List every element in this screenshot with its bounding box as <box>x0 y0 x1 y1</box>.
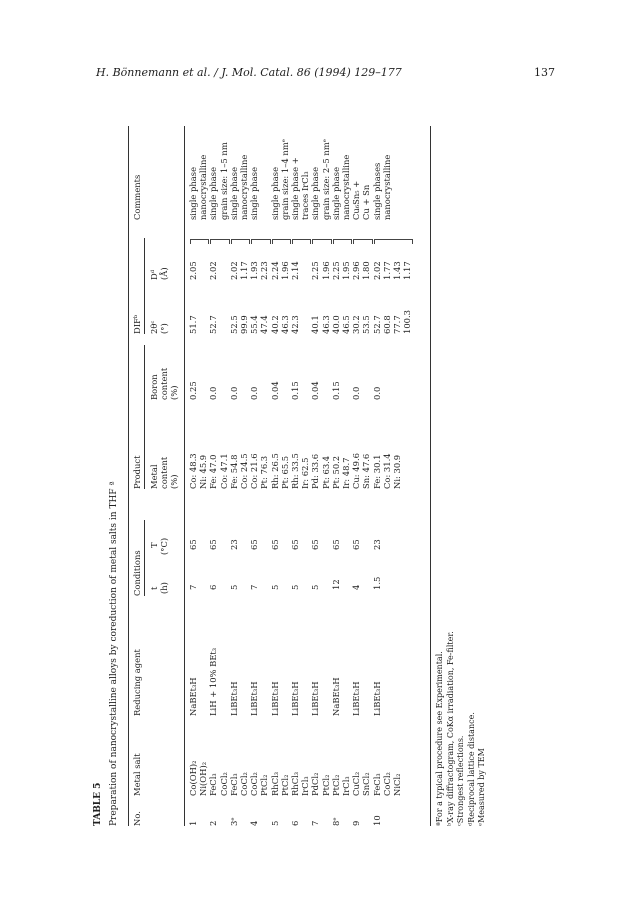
footnote: ᶜStrongest reflections. <box>456 735 465 826</box>
cell-metal-salt: PtCl₂ <box>320 774 331 796</box>
cell-metal-content: Sn: 47.6 <box>361 453 372 489</box>
cell-d-spacing: 1.96 <box>320 261 331 280</box>
cell-metal-content: Co: 21.6 <box>249 453 260 489</box>
cell-metal-content: Cu: 49.6 <box>351 453 362 489</box>
cell-d-spacing: 2.23 <box>259 261 270 280</box>
cell-two-theta: 53.5 <box>361 315 372 334</box>
cell-metal-salt: CoCl₂ <box>218 772 229 796</box>
cell-comment: single phase <box>188 166 198 220</box>
cell-temperature: 65 <box>351 539 362 550</box>
header-conditions: Conditions <box>132 550 142 596</box>
cell-comment: single phase <box>208 166 219 220</box>
cell-two-theta: 42.3 <box>290 315 300 334</box>
cell-metal-content: Fe: 47.0 <box>208 454 219 489</box>
cell-metal-content: Pt: 50.2 <box>330 455 341 489</box>
header-two-theta: 2θᶜ <box>149 320 159 334</box>
cell-metal-content: Fe: 30.1 <box>371 454 382 489</box>
row-brace <box>210 239 229 244</box>
cell-d-spacing: 2.25 <box>310 261 321 280</box>
cell-metal-salt: PtCl₂ <box>330 774 341 796</box>
cell-comment: single phase <box>249 166 260 220</box>
cell-d-spacing: 2.14 <box>290 261 300 280</box>
running-header: H. Bönnemann et al. / J. Mol. Catal. 86 (1994) 129–177 <box>96 66 402 79</box>
footnote: ªFor a typical procedure see Experimental. <box>435 651 444 826</box>
page-number: 137 <box>534 66 555 79</box>
cell-temperature: 65 <box>249 539 260 550</box>
cell-metal-salt: Co(OH)₂ <box>188 760 198 796</box>
cell-temperature: 23 <box>228 539 239 550</box>
cell-metal-content: Ir: 62.5 <box>300 457 311 489</box>
product-rule <box>144 345 145 489</box>
cell-metal-salt: RhCl₃ <box>269 771 280 796</box>
cell-no: 7 <box>310 820 321 826</box>
cell-d-spacing: 2.96 <box>351 261 362 280</box>
cell-time: 6 <box>208 584 219 590</box>
top-rule <box>128 126 129 826</box>
cell-d-spacing: 2.02 <box>228 261 239 280</box>
cell-time: 5 <box>310 584 321 590</box>
rotated-table <box>92 120 512 840</box>
cell-d-spacing: 1.43 <box>392 261 402 280</box>
cell-comment: traces IrCl₃ <box>300 171 311 220</box>
header-boron: Boron <box>149 374 159 400</box>
cell-two-theta: 55.4 <box>249 315 260 334</box>
cell-time: 7 <box>249 584 260 590</box>
cell-metal-salt: IrCl₃ <box>300 776 311 796</box>
cell-two-theta: 46.3 <box>279 315 290 334</box>
cell-two-theta: 99.9 <box>239 315 249 334</box>
header-comments: Comments <box>132 174 142 220</box>
cell-two-theta: 30.2 <box>351 315 362 334</box>
header-product: Product <box>132 455 142 489</box>
cell-d-spacing: 1.93 <box>249 261 260 280</box>
row-brace <box>251 239 270 244</box>
cell-comment: single phase <box>330 166 341 220</box>
cell-time: 7 <box>188 584 198 590</box>
footnote: ᵈReciprocal lattice distance. <box>466 712 476 826</box>
cell-d-spacing: 1.77 <box>381 261 392 280</box>
bottom-rule <box>430 126 431 826</box>
footnote: ᵇX-ray diffractogram, CoKα irradiation, Fe-filter. <box>445 631 455 826</box>
header-metal-content: content <box>159 456 169 489</box>
cell-metal-salt: CoCl₂ <box>249 772 260 796</box>
cell-comment: Cu + Sn <box>361 184 372 220</box>
cell-metal-content: Pt: 63.4 <box>320 455 331 489</box>
cell-comment: nanocrystalline <box>239 154 249 220</box>
footnote: ᵉMeasured by TEM <box>477 748 486 826</box>
cell-comment: single phase <box>310 166 321 220</box>
cell-metal-content: Pt: 65.5 <box>279 455 290 489</box>
table-label: TABLE 5 <box>93 782 103 826</box>
conditions-rule <box>144 520 145 596</box>
cell-reducing-agent: LiBEt₃H <box>249 681 260 716</box>
cell-comment: single phase <box>228 166 239 220</box>
cell-reducing-agent: LiBEt₃H <box>290 681 300 716</box>
cell-two-theta: 52.5 <box>228 315 239 334</box>
cell-boron-content: 0.04 <box>269 381 280 400</box>
cell-reducing-agent: LiBEt₃H <box>310 681 321 716</box>
header-reducing-agent: Reducing agent <box>132 649 142 716</box>
cell-metal-content: Rh: 33.5 <box>290 453 300 489</box>
cell-d-spacing: 2.02 <box>371 261 382 280</box>
cell-metal-content: Pd: 33.6 <box>310 453 321 489</box>
cell-two-theta: 40.2 <box>269 315 280 334</box>
cell-boron-content: 0.0 <box>249 386 260 400</box>
cell-comment: single phase + <box>290 157 300 220</box>
header-two-theta-unit: (°) <box>159 323 169 334</box>
cell-no: 9 <box>351 820 362 826</box>
cell-two-theta: 100.3 <box>402 310 413 334</box>
cell-boron-content: 0.15 <box>330 381 341 400</box>
cell-temperature: 65 <box>290 539 300 550</box>
cell-metal-content: Co: 48.3 <box>188 453 198 489</box>
cell-temperature: 65 <box>208 539 219 550</box>
cell-boron-content: 0.0 <box>208 386 219 400</box>
cell-comment: grain size: 1–4 nmᵉ <box>279 138 290 220</box>
table-caption: Preparation of nanocrystalline alloys by coreduction of metal salts in THF ª <box>109 481 119 826</box>
cell-metal-salt: IrCl₃ <box>341 776 351 796</box>
cell-reducing-agent: LiBEt₃H <box>351 681 362 716</box>
cell-comment: nanocrystalline <box>381 154 392 220</box>
cell-reducing-agent: NaBEt₃H <box>330 677 341 716</box>
header-no: No. <box>132 811 142 826</box>
cell-d-spacing: 1.95 <box>341 261 351 280</box>
header-metal: Metal <box>149 464 159 489</box>
cell-reducing-agent: LiBEt₃H <box>228 681 239 716</box>
cell-boron-content: 0.25 <box>188 381 198 400</box>
cell-metal-salt: PdCl₂ <box>310 772 321 796</box>
cell-boron-content: 0.15 <box>290 381 300 400</box>
cell-comment: grain size: 1–5 nm <box>218 142 229 220</box>
cell-metal-salt: FeCl₃ <box>371 773 382 796</box>
row-brace <box>353 239 372 244</box>
header-rule <box>184 126 185 826</box>
dif-rule <box>144 238 145 334</box>
cell-d-spacing: 2.05 <box>188 261 198 280</box>
cell-metal-content: Ir: 48.7 <box>341 457 351 489</box>
cell-d-spacing: 1.17 <box>402 261 413 280</box>
cell-d-spacing: 2.25 <box>330 261 341 280</box>
cell-metal-content: Co: 31.4 <box>381 453 392 489</box>
cell-time: 12 <box>330 579 341 590</box>
cell-d-spacing: 2.24 <box>269 261 280 280</box>
cell-comment: nanocrystalline <box>198 154 209 220</box>
cell-comment: single phase <box>269 166 280 220</box>
header-T-unit: (°C) <box>159 537 169 555</box>
cell-metal-salt: Ni(OH)₂ <box>198 761 209 796</box>
header-dif: DIFᵇ <box>132 314 142 334</box>
cell-boron-content: 0.0 <box>371 386 382 400</box>
row-brace <box>374 239 414 244</box>
cell-metal-salt: PtCl₂ <box>259 774 270 796</box>
row-brace <box>292 239 311 244</box>
header-d-unit: (Å) <box>159 267 169 280</box>
cell-reducing-agent: LiBEt₃H <box>269 681 280 716</box>
cell-metal-content: Fe: 54.8 <box>228 454 239 489</box>
cell-time: 1.5 <box>371 576 382 590</box>
cell-temperature: 23 <box>371 539 382 550</box>
cell-no: 8ᵉ <box>330 817 341 826</box>
cell-time: 5 <box>228 584 239 590</box>
cell-no: 1 <box>188 820 198 826</box>
cell-two-theta: 40.0 <box>330 315 341 334</box>
cell-metal-salt: RhCl₃ <box>290 771 300 796</box>
row-brace <box>312 239 331 244</box>
cell-boron-content: 0.0 <box>351 386 362 400</box>
cell-d-spacing: 1.96 <box>279 261 290 280</box>
cell-no: 5 <box>269 820 280 826</box>
cell-time: 4 <box>351 584 362 590</box>
cell-metal-content: Pt: 76.3 <box>259 455 270 489</box>
cell-d-spacing: 1.17 <box>239 261 249 280</box>
row-brace <box>231 239 250 244</box>
cell-d-spacing: 2.02 <box>208 261 219 280</box>
header-boron-content: content <box>159 367 169 400</box>
cell-two-theta: 51.7 <box>188 315 198 334</box>
cell-temperature: 65 <box>310 539 321 550</box>
cell-time: 5 <box>269 584 280 590</box>
header-boron-unit: (%) <box>169 385 179 400</box>
cell-metal-salt: CuCl₂ <box>351 771 362 796</box>
cell-no: 3ᵉ <box>228 817 239 826</box>
header-t: t <box>149 586 159 590</box>
cell-temperature: 65 <box>269 539 280 550</box>
cell-metal-content: Rh: 26.5 <box>269 453 280 489</box>
header-t-unit: (h) <box>159 582 169 594</box>
cell-reducing-agent: LiH + 10% BEt₃ <box>208 647 219 716</box>
cell-two-theta: 60.8 <box>381 315 392 334</box>
cell-no: 10 <box>371 815 382 826</box>
cell-two-theta: 46.5 <box>341 315 351 334</box>
cell-metal-salt: CoCl₂ <box>239 772 249 796</box>
cell-metal-salt: FeCl₃ <box>208 773 219 796</box>
cell-comment: grain size: 2–5 nmᵉ <box>320 138 331 220</box>
header-metal-unit: (%) <box>169 474 179 489</box>
cell-metal-content: Ni: 45.9 <box>198 454 209 489</box>
cell-metal-content: Co: 47.1 <box>218 453 229 489</box>
cell-two-theta: 46.3 <box>320 315 331 334</box>
cell-d-spacing: 1.80 <box>361 261 372 280</box>
header-metal-salt: Metal salt <box>132 753 142 796</box>
cell-time: 5 <box>290 584 300 590</box>
cell-no: 4 <box>249 820 260 826</box>
row-brace <box>272 239 291 244</box>
cell-boron-content: 0.04 <box>310 381 321 400</box>
cell-metal-salt: PtCl₂ <box>279 774 290 796</box>
cell-metal-content: Ni: 30.9 <box>392 454 402 489</box>
cell-metal-content: Co: 24.5 <box>239 453 249 489</box>
row-brace <box>333 239 352 244</box>
cell-boron-content: 0.0 <box>228 386 239 400</box>
cell-metal-salt: NiCl₂ <box>392 773 402 796</box>
cell-metal-salt: CoCl₂ <box>381 772 392 796</box>
cell-two-theta: 52.7 <box>208 315 219 334</box>
row-brace <box>190 239 209 244</box>
cell-two-theta: 40.1 <box>310 315 321 334</box>
cell-temperature: 65 <box>188 539 198 550</box>
cell-reducing-agent: LiBEt₃H <box>371 681 382 716</box>
header-T: T <box>149 542 159 548</box>
header-d: Dᵈ <box>149 269 159 280</box>
cell-comment: single phases <box>371 162 382 220</box>
cell-no: 2 <box>208 820 219 826</box>
cell-comment: Cu₆Sn₅ + <box>351 180 362 220</box>
cell-two-theta: 47.4 <box>259 315 270 334</box>
cell-temperature: 65 <box>330 539 341 550</box>
cell-reducing-agent: NaBEt₃H <box>188 677 198 716</box>
cell-metal-salt: SnCl₂ <box>361 772 372 796</box>
cell-no: 6 <box>290 820 300 826</box>
cell-two-theta: 77.7 <box>392 315 402 334</box>
cell-metal-salt: FeCl₃ <box>228 773 239 796</box>
cell-comment: nanocrystalline <box>341 154 351 220</box>
cell-two-theta: 52.7 <box>371 315 382 334</box>
